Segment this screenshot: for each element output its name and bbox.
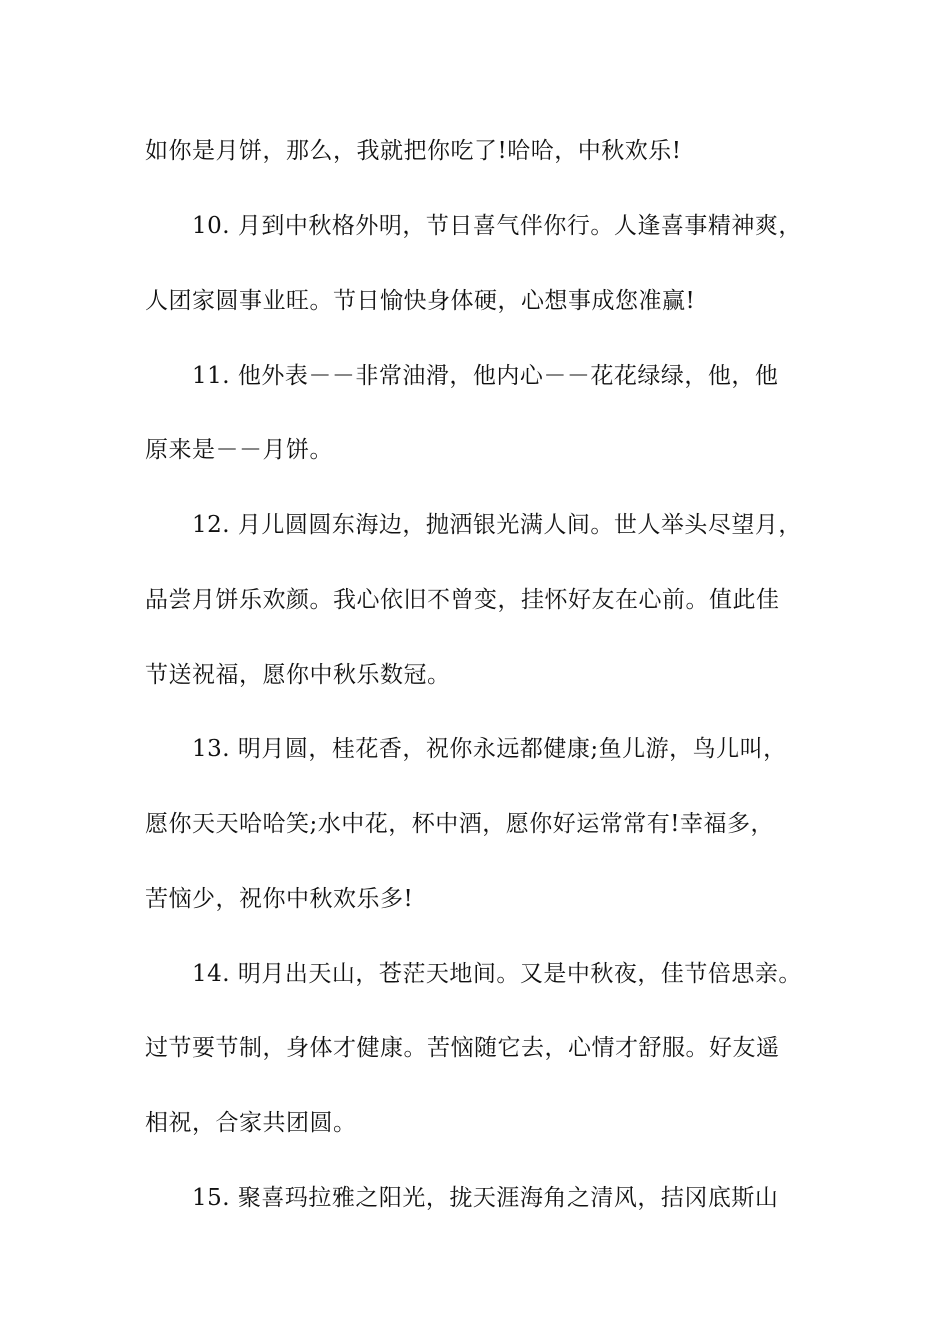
text-line: 节送祝福，愿你中秋乐数冠。 — [145, 662, 451, 688]
item-10-line: 10. 月到中秋格外明，节日喜气伴你行。人逢喜事精神爽， — [192, 213, 802, 239]
text-line: 原来是－－月饼。 — [145, 437, 333, 463]
item-15-line: 15. 聚喜玛拉雅之阳光，拢天涯海角之清风，拮冈底斯山 — [192, 1185, 779, 1211]
text-line: 人团家圆事业旺。节日愉快身体硬，心想事成您准赢! — [145, 288, 696, 314]
text-line: 过节要节制，身体才健康。苦恼随它去，心情才舒服。好友遥 — [145, 1035, 780, 1061]
text-line: 苦恼少，祝你中秋欢乐多! — [145, 886, 414, 912]
item-11-line: 11. 他外表－－非常油滑，他内心－－花花绿绿，他，他 — [192, 363, 779, 389]
item-13-line: 13. 明月圆，桂花香，祝你永远都健康;鱼儿游，鸟儿叫， — [192, 736, 787, 762]
text-line: 相祝，合家共团圆。 — [145, 1110, 357, 1136]
text-line: 品尝月饼乐欢颜。我心依旧不曾变，挂怀好友在心前。值此佳 — [145, 587, 780, 613]
item-14-line: 14. 明月出天山，苍茫天地间。又是中秋夜，佳节倍思亲。 — [192, 961, 802, 987]
text-line: 愿你天天哈哈笑;水中花，杯中酒，愿你好运常常有!幸福多， — [145, 811, 774, 837]
item-12-line: 12. 月儿圆圆东海边，抛洒银光满人间。世人举头尽望月， — [192, 512, 802, 538]
text-line: 如你是月饼，那么，我就把你吃了!哈哈，中秋欢乐! — [145, 138, 682, 164]
